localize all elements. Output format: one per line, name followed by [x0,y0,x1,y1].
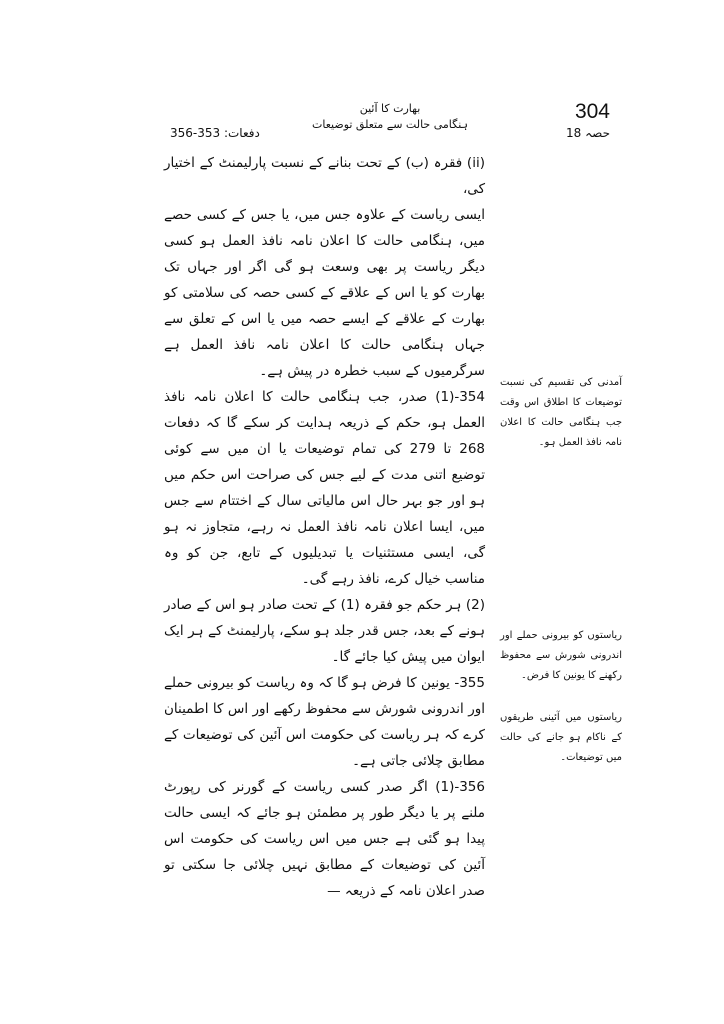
paragraph-article-354-1: 354-(1) صدر، جب ہنگامی حالت کا اعلان نامہ نافذ العمل ہو، حکم کے ذریعہ ہدایت کر سکے گا کہ دفعات 268 تا 279 کی تمام توضیعات یا ان میں سے کوئی توضیع اتنی مدت کے لیے جس کی صراحت اس حکم میں ہو اور جو بہر حال اس مالیاتی سال کے اختتام سے جس میں، ایسا اعلان نامہ نافذ العمل نہ رہے، متجاوز نہ ہو گی، ایسی مستثنیات یا تبدیلیوں کے تابع، جن کو وہ مناسب خیال کرے، نافذ رہے گی۔ [164,389,486,587]
running-subtitle: ہنگامی حالت سے متعلق توضیعات [312,118,468,131]
section-label: حصہ 18 [566,126,610,140]
running-title: بھارت کا آئین [359,102,421,115]
paragraph-clause-ii: (ii) فقرہ (ب) کے تحت بنانے کے نسبت پارلیمنٹ کے اختیار کی، [164,155,485,197]
paragraph-article-356-1: 356-(1) اگر صدر کسی ریاست کے گورنر کی رپورٹ ملنے پر یا دیگر طور پر مطمئن ہو جائے کہ ایسی حالت پیدا ہو گئی ہے جس میں اس ریاست کی حکومت اس آئین کی توضیعات کے مطابق نہیں چلائی جا سکتی تو صدر اعلان نامہ کے ذریعہ — [164,779,485,899]
margin-note-355: ریاستوں کو بیرونی حملے اور اندرونی شورش سے محفوظ رکھنے کا یونین کا فرض۔ [500,630,622,681]
paragraph-extension: ایسی ریاست کے علاوہ جس میں، یا جس کے کسی حصے میں، ہنگامی حالت کا اعلان نامہ نافذ العمل ہو کسی دیگر ریاست پر بھی وسعت ہو گی اگر اور جہاں تک بھارت کو یا اس کے علاقے کے کسی حصہ کی سلامتی کو بھارت کے علاقے کے ایسے حصہ میں یا اس کے تعلق سے جہاں ہنگامی حالت کا اعلان نامہ نافذ العمل ہے سرگرمیوں کے سبب خطرہ در پیش ہے۔ [164,207,485,379]
paragraph-article-355: 355- یونین کا فرض ہو گا کہ وہ ریاست کو بیرونی حملے اور اندرونی شورش سے محفوظ رکھے اور اس کا اطمینان کرے کہ ہر ریاست کی حکومت اس آئین کی توضیعات کے مطابق چلائی جاتی ہے۔ [164,675,485,769]
margin-note-356: ریاستوں میں آئینی طریقوں کے ناکام ہو جانے کی حالت میں توضیعات۔ [500,712,622,763]
articles-label: دفعات: 353-356 [170,126,260,140]
page-header [170,100,610,144]
page-number: 304 [574,100,610,123]
paragraph-article-354-2: (2) ہر حکم جو فقرہ (1) کے تحت صادر ہو اس کے صادر ہونے کے بعد، جس قدر جلد ہو سکے، پارلیمنٹ کے ہر ایک ایوان میں پیش کیا جائے گا۔ [164,597,485,665]
main-text-column [164,150,485,904]
margin-note-354: آمدنی کی تقسیم کی نسبت توضیعات کا اطلاق اس وقت جب ہنگامی حالت کا اعلان نامہ نافذ العمل ہو۔ [500,377,622,448]
